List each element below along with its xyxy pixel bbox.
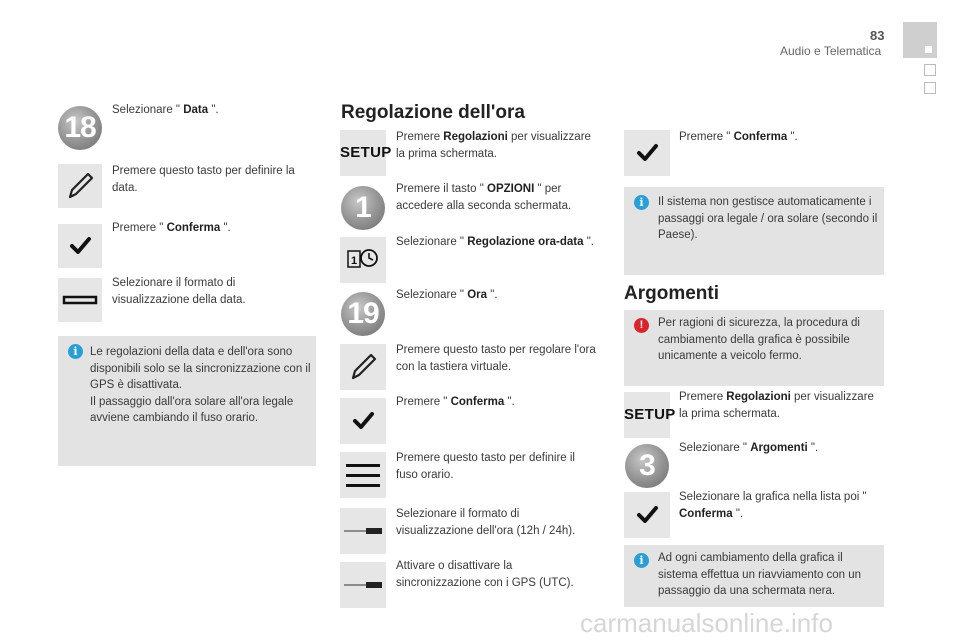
slider-icon bbox=[340, 508, 386, 554]
section-heading-time: Regolazione dell'ora bbox=[341, 102, 525, 123]
text-confirm-1: Premere " Conferma ". bbox=[112, 222, 231, 234]
text-select-ora: Selezionare " Ora ". bbox=[396, 289, 498, 301]
text-adjust-time: Premere questo tasto per regolare l'ora con la tastiera virtuale. bbox=[396, 344, 596, 373]
info-icon: i bbox=[634, 195, 649, 210]
text-press-settings: Premere Regolazioni per visualizzare la prima schermata. bbox=[396, 131, 591, 160]
text-press-options: Premere il tasto " OPZIONI " per accedere alla seconda schermata. bbox=[396, 183, 572, 212]
warning-text: Per ragioni di sicurezza, la procedura di cambiamento della grafica è possibile unicamente a veicolo fermo. bbox=[658, 317, 860, 362]
info-icon: i bbox=[634, 553, 649, 568]
pencil-icon bbox=[340, 344, 386, 390]
confirm-button-time[interactable] bbox=[340, 398, 386, 444]
text-select-data: Selezionare " Data ". bbox=[112, 104, 219, 116]
section-title: Audio e Telematica bbox=[780, 44, 882, 58]
check-icon bbox=[624, 492, 670, 538]
text-date-format: Selezionare il formato di visualizzazione della data. bbox=[112, 277, 246, 306]
step-number-3: 3 bbox=[625, 444, 669, 488]
svg-text:1: 1 bbox=[351, 255, 358, 267]
time-date-button[interactable] bbox=[340, 237, 386, 283]
section-heading-themes: Argomenti bbox=[624, 283, 719, 304]
step-number-18: 18 bbox=[58, 106, 102, 150]
text-confirm-2: Premere " Conferma ". bbox=[396, 396, 515, 408]
info-text-2: Il passaggio dall'ora solare all'ora legale avviene cambiando il fuso orario. bbox=[90, 395, 294, 424]
gps-sync-slider[interactable] bbox=[340, 562, 386, 608]
slider-icon bbox=[58, 278, 102, 322]
text-gps-sync: Attivare o disattivare la sincronizzazione con i GPS (UTC). bbox=[396, 560, 574, 589]
watermark: carmanualsonline.info bbox=[580, 608, 833, 638]
info-text-restart: Ad ogni cambiamento della grafica il sistema effettua un riavviamento con un passaggio da una schermata nera. bbox=[658, 552, 862, 597]
setup-button[interactable]: SETUP bbox=[340, 130, 386, 176]
info-icon: i bbox=[68, 344, 83, 359]
info-text-1: Le regolazioni della data e dell'ora sono disponibili solo se la sincronizzazione con il GPS è disattivata. bbox=[90, 346, 311, 391]
confirm-button[interactable] bbox=[58, 224, 102, 268]
step-number-19: 19 bbox=[341, 292, 385, 336]
warning-box bbox=[624, 310, 884, 386]
pencil-button-time[interactable] bbox=[340, 344, 386, 390]
timezone-button[interactable] bbox=[340, 452, 386, 498]
info-box-date bbox=[58, 336, 316, 466]
check-icon bbox=[58, 224, 102, 268]
step-number-1: 1 bbox=[341, 186, 385, 230]
text-time-format: Selezionare il formato di visualizzazione dell'ora (12h / 24h). bbox=[396, 508, 576, 537]
nav-square bbox=[924, 64, 936, 76]
pencil-icon bbox=[58, 164, 102, 208]
time-format-slider[interactable] bbox=[340, 508, 386, 554]
check-icon bbox=[624, 130, 670, 176]
text-confirm-3: Premere " Conferma ". bbox=[679, 131, 798, 143]
info-box-dst bbox=[624, 187, 884, 275]
slider-icon bbox=[340, 562, 386, 608]
info-text-dst: Il sistema non gestisce automaticamente i passaggi ora legale / ora solare (secondo il Paese). bbox=[658, 196, 878, 241]
nav-square bbox=[924, 82, 936, 94]
check-icon bbox=[340, 398, 386, 444]
clock-icon bbox=[340, 237, 386, 283]
text-select-theme: Selezionare la grafica nella lista poi " Conferma ". bbox=[679, 491, 867, 520]
warning-icon: ! bbox=[634, 318, 649, 333]
confirm-button-right[interactable] bbox=[624, 130, 670, 176]
text-press-settings-2: Premere Regolazioni per visualizzare la prima schermata. bbox=[679, 391, 874, 420]
text-select-themes: Selezionare " Argomenti ". bbox=[679, 442, 819, 454]
setup-button-right[interactable]: SETUP bbox=[624, 392, 670, 438]
date-format-slider[interactable] bbox=[58, 278, 102, 322]
info-box-restart bbox=[624, 545, 884, 607]
text-define-date: Premere questo tasto per definire la data. bbox=[112, 165, 295, 194]
page-number: 83 bbox=[870, 28, 885, 43]
menu-icon bbox=[340, 452, 386, 498]
pencil-button[interactable] bbox=[58, 164, 102, 208]
header-tab bbox=[903, 22, 937, 58]
text-select-time-date: Selezionare " Regolazione ora-data ". bbox=[396, 236, 595, 248]
confirm-button-theme[interactable] bbox=[624, 492, 670, 538]
text-timezone: Premere questo tasto per definire il fuso orario. bbox=[396, 452, 575, 481]
